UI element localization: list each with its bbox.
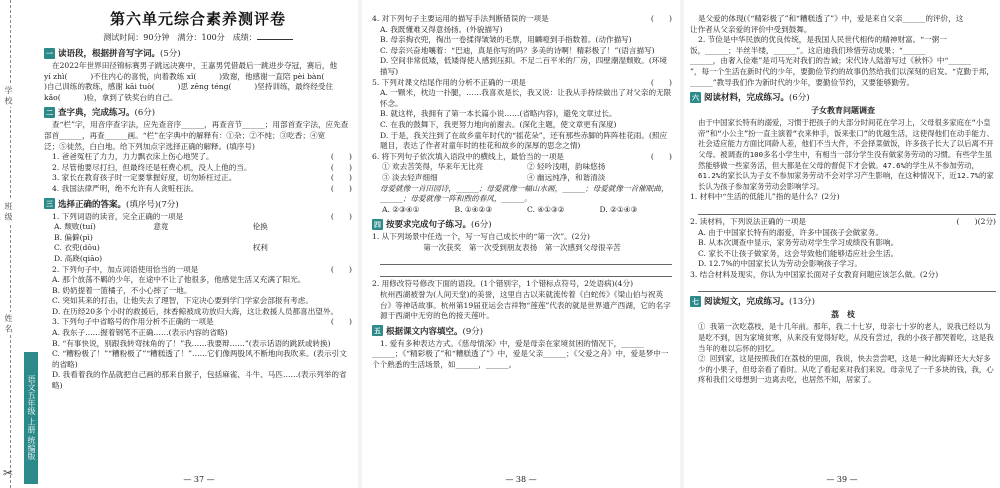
option: A. 我东子……握着钢笔不正确……(表示内容的省略) bbox=[52, 328, 228, 338]
section-4-header bbox=[372, 218, 672, 230]
answer-bracket[interactable]: ( ) bbox=[330, 152, 352, 162]
q6-options: A. ②③④① B. ①④②③ C. ④①③② D. ②①④③ bbox=[382, 204, 638, 214]
s2-line: 部首______，再查______画。“栏”在字典中的解释有：①杂；②不纯；③吃香；④宽 bbox=[44, 130, 326, 140]
option: B. 就这样，我拥有了第一本长篇小说……(省略内容)，避免文章过长。 bbox=[380, 109, 617, 119]
s2-item: 2. 尽管他要尽打扫，但最终还是枉费心机，没人上他的当。 ( ) bbox=[52, 162, 352, 172]
exam-info-text: 测试时间：90分钟 满分：100分 成绩： bbox=[103, 33, 257, 42]
q5: 5. 下列对课文结尾作用的分析不正确的一项是 ( ) bbox=[372, 77, 672, 87]
page-39 bbox=[684, 0, 1000, 488]
option: B. 母亲掏衣兜，掏出一卷揉得皱皱的毛票，用麟噔到手指数着。(动作描写) bbox=[380, 35, 632, 45]
option: C. 在我的鼓舞下，我更努力地向前谢去。(深化主题，使文章更有深度) bbox=[380, 119, 617, 129]
option: C. 家长不让孩子做家务，这会导致他们能够适应社会生活。 bbox=[698, 248, 899, 258]
s3-q2: 2. 下列句子中，加点词语使用恰当的一项是 ( ) bbox=[52, 264, 352, 274]
answer-bracket[interactable]: ( ) bbox=[330, 183, 352, 193]
s5-line: ______；《“精彩极了”和“糟糕透了”》中，爱是父亲______；《父爱之舟》中，爱是梦中一 bbox=[372, 349, 669, 359]
option: A. 我既懂难又得意扬扬。(外貌描写) bbox=[380, 24, 503, 34]
page-38 bbox=[362, 0, 680, 488]
option: C. 突如其来的打击，让他失去了理智，下定决心要到学门学家会部报有考虑。 bbox=[52, 296, 313, 306]
section-title: 阅读短文，完成练习。 bbox=[704, 297, 790, 308]
answer-bracket[interactable]: ( )(2分) bbox=[956, 216, 996, 226]
grade-band: 语文五年级 上册 统编版 bbox=[24, 352, 38, 484]
section-score: (6分) bbox=[471, 220, 492, 231]
material-text: 由于中国家长特有的溺爱，习惯于把孩子的大部分时间花在学习上，父母很多家庭在“小皇帝”和“小公主”扮一直主演着“衣来伸手，饭来张口”的优越生活，这使得他们在动手能力、社会适应能力方面比同龄人差，他们不当大件，不会择菜做饭，许多孩子长大了以后离不开父母。被调查的100多名小学生中，有相当一部分学生没有做家务劳动的习惯。有些学生虽然能够做一些家务活，但大都是在父母的督促下才会做。47.6%的学生从不参加劳动，61.2%的家长认为子女不参加家务劳动不会对学习产生影响，在这种情况下，近12.7%的家长认为孩子参加家务劳动会影响学习。 bbox=[698, 118, 994, 191]
story-title: 荔 枝 bbox=[831, 309, 855, 320]
answer-line[interactable] bbox=[380, 267, 672, 277]
top-line: 让作者从父亲爱的评价中受到鼓舞。 bbox=[690, 24, 812, 34]
answer-bracket[interactable]: ( ) bbox=[330, 162, 352, 172]
section-score: (5分) bbox=[160, 49, 181, 59]
section-title: 按要求完成句子练习。 bbox=[386, 220, 472, 231]
option: A. 那个放荡不羁的少年，在途中不让了他很多，他感觉生活又充满了阳光。 bbox=[52, 275, 306, 285]
s1-line: yí zhì( )不住内心的喜悦，向着教练 xǐ( )致谢，他感谢一直陪 pèi bàn( bbox=[44, 71, 325, 81]
section-score: (填序号)(7分) bbox=[126, 199, 179, 210]
binding-strip bbox=[0, 0, 40, 488]
section-number: 三 bbox=[46, 199, 53, 209]
section-7-header bbox=[690, 295, 996, 307]
section-score: (9分) bbox=[462, 326, 484, 337]
page-number: — 39 — bbox=[684, 475, 1000, 484]
answer-bracket[interactable]: ( ) bbox=[330, 317, 352, 327]
q6: 6. 将下列句子依次填入语段中的横线上，最恰当的一项是 ( ) bbox=[372, 151, 672, 161]
option: A. 由于中国家长特有的溺爱，许多中国孩子会做家务。 bbox=[698, 227, 883, 237]
option: B. “有事快说，别跟我转弯抹角的了！”我……我要辩……”(表示话语的跳跃或转换) bbox=[52, 338, 331, 348]
section-score: (13分) bbox=[789, 297, 815, 308]
section-number: 七 bbox=[692, 296, 699, 306]
page-title: 第六单元综合素养测评卷 bbox=[109, 10, 286, 28]
s4-q1: 1. 从下列场景中任选一个，写一写自己成长中的“第一次”。(2分) bbox=[372, 232, 591, 242]
s1-line: kǎo( )验，拿到了铁奖台的自己。 bbox=[44, 92, 178, 102]
section-number: 一 bbox=[46, 48, 53, 58]
option: D. 我看着我的作品就把自己画的那来自猴子，包括麻雀、斗牛、马匹……(表示列举的省略) bbox=[52, 370, 347, 391]
top-line: 2. 节俭是中华民族的优良传统，是我国人民世代相传的精神财富。“一粥一 bbox=[698, 35, 947, 45]
s2-line: 查“栏”字，用音序查字法，应先查音序______，再查音节______；用部首查字法，应先查 bbox=[52, 120, 349, 130]
s6-q3: 3. 结合材料及现实，你认为中国家长面对子女教育问题应该怎么做。(2分) bbox=[690, 269, 939, 279]
section-title: 选择正确的答案。 bbox=[58, 199, 127, 210]
s1-line: 在2022年世界田径锦标赛男子跳远决赛中，王嘉男凭借最后一跳进步夺冠，赛后，他 bbox=[52, 61, 338, 70]
section-6-header bbox=[690, 91, 996, 103]
section-title: 查字典，完成练习。 bbox=[58, 108, 135, 119]
section-number: 二 bbox=[46, 107, 53, 117]
name-label: 姓 名 bbox=[4, 314, 13, 333]
s5-line: 个个熟悉的生活场景，如______，______。 bbox=[372, 360, 517, 370]
option: A. 一颗米，枕边一扑腿，……我喜欢是长，我又说：让我从手持续做出了对父亲的无限怀念。 bbox=[380, 88, 672, 108]
section-title: 读语段，根据拼音写字词。 bbox=[58, 49, 161, 59]
s2-item: 3. 家长在教育孩子时一定要掌握好度，切勿矫枉过正。 ( ) bbox=[52, 173, 352, 183]
top-line: ______，由奢入俭难”是司马光对我们的告诫；宋代诗人陆游写过《秋怀》中“______ bbox=[690, 56, 972, 66]
cut-line bbox=[10, 0, 11, 488]
s3-q1: 1. 下列词语的读音，完全正确的一项是 ( ) bbox=[52, 211, 352, 221]
q6-items: ① 欢去苦笑得，华来年无比亮 ② 轻吟浅唱，韵味悠扬 ③ 淡去轻声细细 ④ 幽远纯净，和谐清淡 bbox=[382, 162, 606, 182]
page-number: — 37 — bbox=[183, 475, 215, 484]
s6-q2: 2. 读材料，下列说法正确的一项是 ( )(2分) bbox=[690, 216, 996, 226]
s3-q1-options: A. 颓败(tuí) 意竟 伦换 B. 偏僻(pì) C. 衣兜(dōu) 权利 D. 高跷(qiāo) bbox=[54, 222, 268, 263]
section-2-header bbox=[44, 106, 352, 118]
scissors-icon: ✂ bbox=[3, 466, 14, 480]
section-number: 六 bbox=[692, 92, 699, 102]
answer-bracket[interactable]: ( ) bbox=[650, 151, 672, 161]
school-label: 学 校 bbox=[4, 86, 13, 105]
s4-q2: 2. 用修改符号修改下面的语段。(1个错别字，1个错标点符号，2处语病)(4分) bbox=[372, 279, 634, 289]
section-3-header bbox=[44, 198, 352, 210]
answer-bracket[interactable]: ( ) bbox=[650, 14, 672, 23]
s2-item: 1. 爸爸冤枉了力力，力力飘衣床上伤心地哭了。 ( ) bbox=[52, 152, 352, 162]
top-line: ”，每一个生活在新时代的少年，要勤俭节约的故事仍然给我们以深刻的启发。“克勤于邦，______”教导我们作为新时代的少年，要勤俭节约，又要能够勤劳。 bbox=[690, 66, 994, 87]
s3-q3: 3. 下列句子中省略号的作用分析不正确的一项是 ( ) bbox=[52, 317, 352, 327]
material-title: 子女教育问题调查 bbox=[811, 105, 875, 116]
section-5-header bbox=[372, 325, 672, 337]
option: C. 母亲兴奋地嚷着：“巴迪，真是你写的吗？多美的诗啊！精彩极了！”(语言描写) bbox=[380, 45, 655, 55]
s1-line: )自己训练的教练，感谢 kāi tuò( )思 zēng téng( )坚持训练，最终经受住 bbox=[44, 82, 334, 92]
page-number: — 38 — bbox=[505, 475, 537, 484]
score-blank[interactable] bbox=[257, 32, 293, 40]
page-37 bbox=[40, 0, 358, 488]
top-line: 是父爱的体现(《“精彩极了”和“糟糕透了”》中，爱是来自父亲______的评价，这 bbox=[698, 14, 964, 23]
option: D. 空间非常低矮，低矮得使人感到压抑。不足二百平米的厂房，四壁潮湿颓败。(环境描写) bbox=[380, 56, 667, 76]
answer-bracket[interactable]: ( ) bbox=[330, 211, 352, 221]
s2-line: 泛；⑤徒然，白白地。给下列加点字选择正确的解释。(填序号) bbox=[44, 141, 255, 151]
option: B. 奶奶提着一篮橘子，不小心摔了一地。 bbox=[52, 285, 192, 295]
top-line: 饭，______；半丝半缕，______”。这启迪我们珍惜劳动成果；“______ bbox=[690, 45, 926, 55]
story-paragraph: ② 回到家，这是按照我们在荔枝的里面，我说，快去尝尝吧，这是一种比海鲜还大大好多少的小果子，但母亲看了看时。从吃了看起来对我们来说。母亲见了一千多块的钱，我，心疼和我们父母想到一边离去吃，也居然不知，居家了。 bbox=[698, 354, 994, 385]
section-score: (6分) bbox=[789, 93, 810, 104]
answer-line[interactable] bbox=[698, 205, 996, 215]
section-number: 四 bbox=[374, 219, 381, 229]
section-1-header bbox=[44, 47, 352, 59]
answer-bracket[interactable]: ( ) bbox=[650, 77, 672, 87]
s4-scenes: 第一次获奖 第一次受到朋友表扬 第一次感到父母很辛苦 bbox=[423, 242, 621, 252]
option: B. 从本次调查中显示，家务劳动对学生学习成绩没有影响。 bbox=[698, 238, 899, 248]
q4: 4. 对下列句子主要运用的描写手法判断错误的一项是 ( ) bbox=[372, 14, 672, 23]
story-paragraph: ① 我第一次吃荔枝，是十几年前。那年，我二十七岁，母亲七十岁的老人，说我已经以为是吃不到，因为家境贫寒，从来没有觉得好吃，从没有尝过，我的小孩子都哭着吃，这是我当年的难以忘怀的回忆。 bbox=[698, 322, 994, 353]
s6-q1: 1. 材料中“生活的低能儿”指的是什么？(2分) bbox=[690, 192, 840, 202]
exam-info bbox=[44, 32, 352, 43]
option: D. 在历经20多个小时的救援后，抹香鲸被成功放归大海，这让救援人员都喜出望外。 bbox=[52, 306, 339, 316]
section-number: 五 bbox=[374, 326, 381, 336]
section-score: (6分) bbox=[134, 108, 156, 119]
option: C. “糟粉极了！”“糟粉极了”“糟糕透了！”……它们像两股风不断地向我吹来。(表示引文的省略) bbox=[52, 349, 347, 369]
s4-q2-passage: 杭州西湖被誉为(人间天堂)的美誉，这里自古以来就流传着《白蛇传》《梁山伯与祝英台》等神话故事。杭州第19届亚运会吉祥物“莲莲”代表的就是世界遗产西湖，它的名字源于西湖中无穷的色的接天莲叶。 bbox=[380, 290, 671, 321]
section-title: 阅读材料，完成练习。 bbox=[704, 93, 790, 104]
answer-line[interactable] bbox=[380, 255, 672, 265]
answer-bracket[interactable]: ( ) bbox=[330, 173, 352, 183]
answer-line[interactable] bbox=[698, 282, 996, 292]
class-label: 班 级 bbox=[4, 202, 13, 221]
option: D. 于是，我关注到了在故乡童年时代的“摇花朵”，还有那些赤脚的阵阵桂花雨。(照应题目，表达了作者对童年时的桂花和故乡的深厚的思念之情) bbox=[380, 130, 668, 151]
q6-passage: 母爱就像一首田园诗，______；母爱就像一幅山水画，______；母爱就像一首催眠曲，______；母爱就像一阵和煦的春风，______。 bbox=[380, 183, 669, 204]
s5-line: 1. 爱有多种表达方式。《慈母情深》中，爱是母亲在家境贫困的情况下，______ bbox=[380, 338, 645, 348]
answer-bracket[interactable]: ( ) bbox=[330, 264, 352, 274]
section-title: 根据课文内容填空。 bbox=[386, 326, 463, 337]
option: D. 12.7%的中国家长认为劳动会影响孩子学习。 bbox=[698, 259, 862, 269]
s2-item: 4. 我国法律严明，绝不允许有人贪赃枉法。 ( ) bbox=[52, 183, 352, 193]
